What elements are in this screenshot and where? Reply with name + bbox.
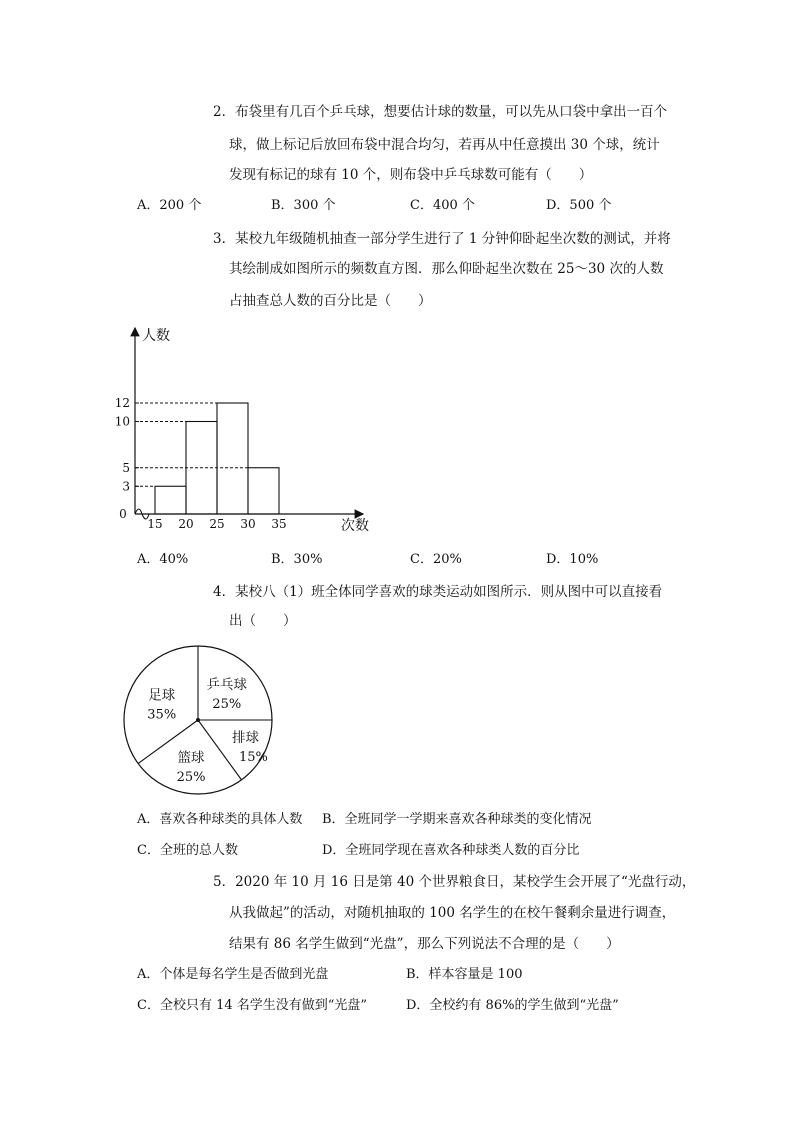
q4-option-c: C．全班的总人数 — [137, 843, 238, 858]
pie-slice-label: 篮球 — [177, 749, 205, 766]
q5-option-a: A．个体是每名学生是否做到光盘 — [137, 967, 329, 982]
x-tick-label: 30 — [240, 517, 256, 531]
q2-option-b: B．300 个 — [271, 198, 336, 213]
y-axis-label: 人数 — [142, 328, 170, 344]
pie-center-dot — [196, 718, 200, 722]
x-tick-label: 35 — [271, 517, 287, 531]
q3-option-d: D．10% — [546, 552, 599, 567]
pie-slice-percent: 35% — [147, 707, 177, 723]
q2-line-3: 发现有标记的球有 10 个，则布袋中乒乓球数可能有（ ） — [229, 167, 593, 183]
q3-option-b: B．30% — [271, 552, 323, 567]
q3-option-a: A．40% — [137, 552, 189, 567]
histogram-bar — [248, 468, 279, 514]
histogram-chart — [115, 318, 405, 540]
q5-option-d: D．全校约有 86%的学生做到“光盘” — [406, 998, 619, 1013]
q5-line-1: 5．2020 年 10 月 16 日是第 40 个世界粮食日，某校学生会开展了“光盘行动， — [213, 874, 696, 890]
q4-line-1: 4．某校八（1）班全体同学喜欢的球类运动如图所示．则从图中可以直接看 — [213, 584, 663, 600]
q5-option-c: C．全校只有 14 名学生没有做到“光盘” — [137, 998, 368, 1013]
q3-line-2: 其绘制成如图所示的频数直方图．那么仰卧起坐次数在 25～30 次的人数 — [229, 261, 664, 277]
q2-line-2: 球，做上标记后放回布袋中混合均匀，若再从中任意摸出 30 个球，统计 — [229, 137, 660, 153]
q3-line-1: 3．某校九年级随机抽查一部分学生进行了 1 分钟仰卧起坐次数的测试，并将 — [213, 231, 671, 247]
histogram-bar — [155, 486, 186, 514]
q4-line-2: 出（ ） — [229, 613, 297, 629]
x-tick-label: 25 — [209, 517, 225, 531]
origin-label: 0 — [119, 507, 127, 521]
y-tick-label: 12 — [115, 396, 130, 410]
y-tick-label: 10 — [115, 414, 130, 429]
x-tick-label: 15 — [147, 517, 163, 531]
q2-line-1: 2．布袋里有几百个乒乓球，想要估计球的数量，可以先从口袋中拿出一百个 — [213, 104, 668, 120]
pie-slice-label: 足球 — [148, 687, 176, 704]
pie-slice-percent: 15% — [239, 750, 268, 766]
q2-option-a: A．200 个 — [137, 198, 202, 213]
pie-slice-label: 乒乓球 — [206, 677, 248, 694]
q5-line-3: 结果有 86 名学生做到“光盘”，那么下列说法不合理的是（ ） — [229, 936, 620, 952]
q5-option-b: B．样本容量是 100 — [406, 967, 523, 982]
pie-slice-percent: 25% — [212, 697, 242, 713]
q2-option-c: C．400 个 — [410, 198, 475, 213]
q2-option-d: D．500 个 — [546, 198, 612, 213]
histogram-bar — [217, 403, 248, 514]
x-axis-label: 次数 — [341, 518, 369, 534]
q4-option-a: A．喜欢各种球类的具体人数 — [137, 812, 303, 827]
x-tick-label: 20 — [178, 517, 194, 531]
q4-option-b: B．全班同学一学期来喜欢各种球类的变化情况 — [322, 812, 592, 827]
q3-option-c: C．20% — [410, 552, 462, 567]
y-tick-label: 3 — [122, 479, 130, 494]
pie-chart — [115, 640, 285, 805]
pie-slice-percent: 25% — [176, 769, 206, 785]
q4-option-d: D．全班同学现在喜欢各种球类人数的百分比 — [322, 843, 580, 858]
q5-line-2: 从我做起”的活动，对随机抽取的 100 名学生的在校午餐剩余量进行调查， — [229, 905, 676, 921]
q3-line-3: 占抽查总人数的百分比是（ ） — [229, 293, 432, 309]
pie-slice-label: 排球 — [231, 730, 259, 747]
y-tick-label: 5 — [122, 460, 130, 475]
